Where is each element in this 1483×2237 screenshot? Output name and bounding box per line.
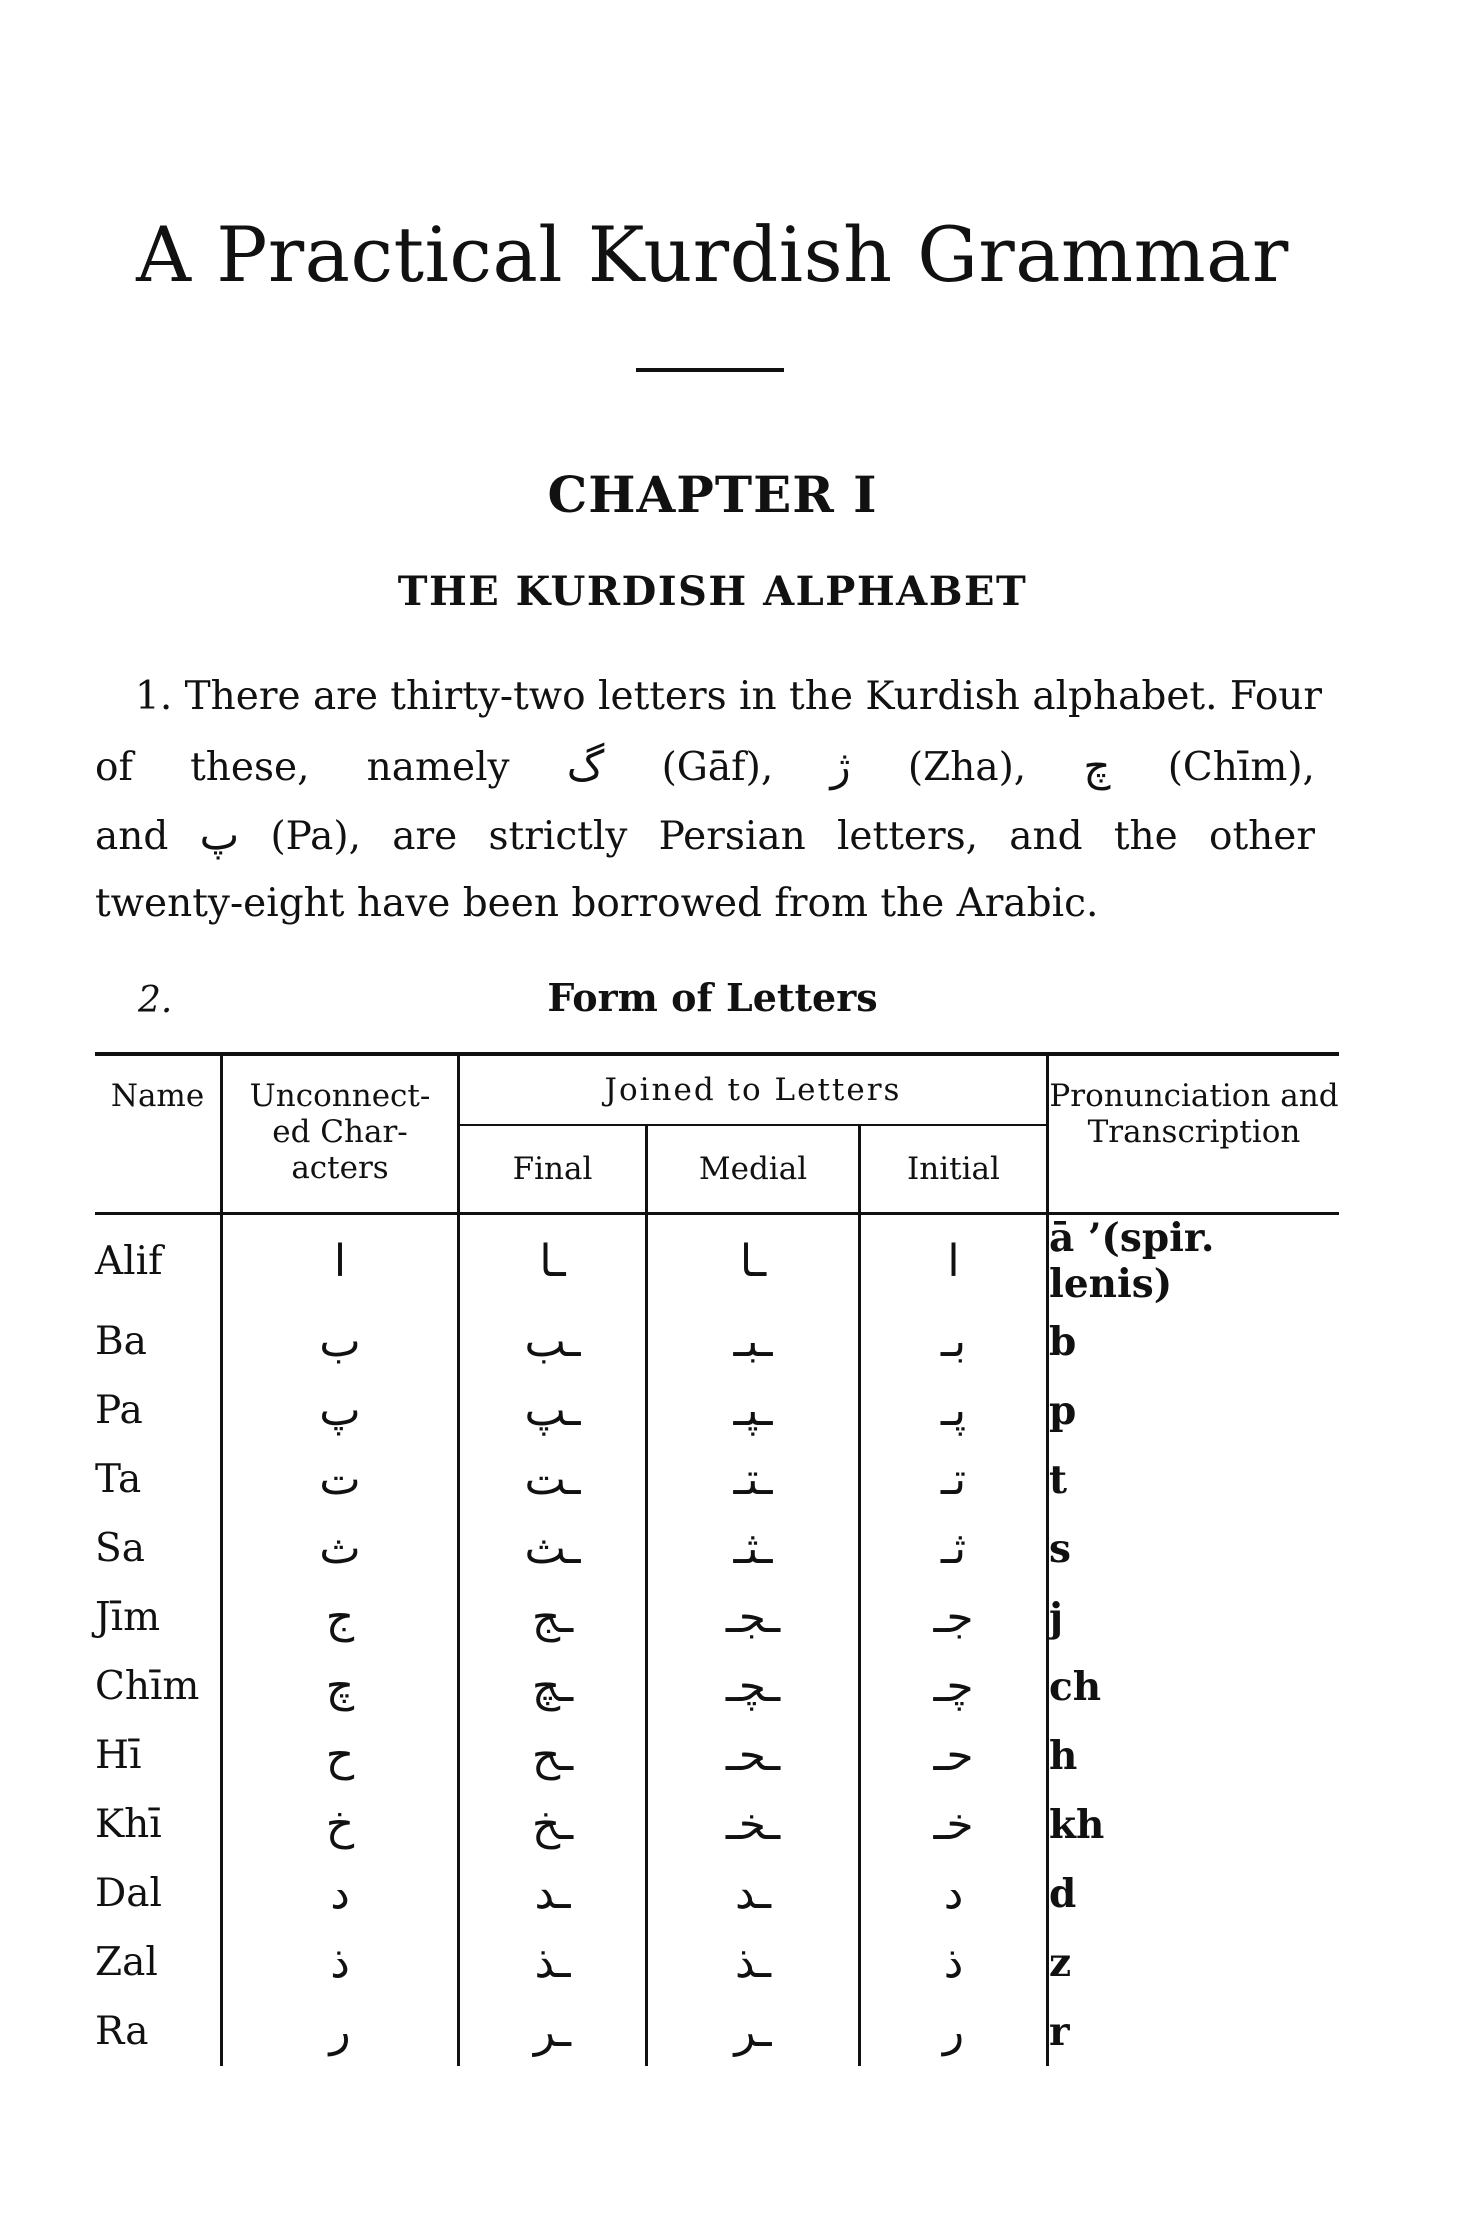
page-title: A Practical Kurdish Grammar — [136, 210, 1289, 299]
letter-name: Hī — [95, 1721, 222, 1790]
letter-name: Jīm — [95, 1583, 222, 1652]
chapter-subtitle: THE KURDISH ALPHABET — [397, 568, 1028, 615]
final-glyph: ـح — [459, 1721, 647, 1790]
intro-line-1: 1. There are thirty-two letters in the Kurdish alphabet. Four — [135, 674, 1323, 719]
initial-glyph: تـ — [860, 1445, 1048, 1514]
intro-line-3-pre: and — [95, 814, 169, 859]
final-glyph: ـت — [459, 1445, 647, 1514]
letter-name: Chīm — [95, 1652, 222, 1721]
transcription: ch — [1049, 1663, 1102, 1710]
intro-line-2-pre: of these, namely — [95, 745, 510, 790]
final-glyph: ـخ — [459, 1790, 647, 1859]
header-final: Final — [459, 1125, 647, 1214]
table-row — [95, 1928, 1339, 1997]
unconnected-glyph: ح — [222, 1721, 459, 1790]
final-glyph: ـپ — [459, 1376, 647, 1445]
letter-name: Ba — [95, 1307, 222, 1376]
intro-paragraph — [95, 662, 1323, 938]
header-medial: Medial — [647, 1125, 860, 1214]
table-row — [95, 1997, 1339, 2066]
alphabet-table — [95, 1052, 1339, 2066]
medial-glyph: ـد — [647, 1859, 860, 1928]
unconnected-glyph: ر — [222, 1997, 459, 2066]
table-row — [95, 1583, 1339, 1652]
initial-glyph: پـ — [860, 1376, 1048, 1445]
intro-line-3-post: (Pa), are strictly Persian letters, and the other — [270, 814, 1315, 859]
unconnected-glyph: پ — [222, 1376, 459, 1445]
unconnected-glyph: د — [222, 1859, 459, 1928]
final-glyph: ـا — [459, 1214, 647, 1308]
chim-letter: چ — [1083, 741, 1111, 790]
medial-glyph: ـحـ — [647, 1721, 860, 1790]
medial-glyph: ـذ — [647, 1928, 860, 1997]
table-row — [95, 1307, 1339, 1376]
unconnected-glyph: ج — [222, 1583, 459, 1652]
letter-name: Khī — [95, 1790, 222, 1859]
medial-glyph: ـر — [647, 1997, 860, 2066]
transcription: b — [1049, 1318, 1077, 1365]
initial-glyph: حـ — [860, 1721, 1048, 1790]
chapter-heading: CHAPTER I — [547, 465, 878, 524]
header-joined: Joined to Letters — [459, 1054, 1048, 1125]
letter-name: Ra — [95, 1997, 222, 2066]
final-glyph: ـب — [459, 1307, 647, 1376]
title-divider — [636, 368, 784, 372]
unconnected-glyph: ب — [222, 1307, 459, 1376]
table-row — [95, 1376, 1339, 1445]
transcription: s — [1049, 1525, 1071, 1572]
medial-glyph: ـبـ — [647, 1307, 860, 1376]
transcription: z — [1049, 1939, 1072, 1986]
initial-glyph: ر — [860, 1997, 1048, 2066]
final-glyph: ـث — [459, 1514, 647, 1583]
intro-line-3 — [95, 800, 1315, 869]
header-name: Name — [95, 1054, 222, 1214]
unconnected-glyph: خ — [222, 1790, 459, 1859]
table-row — [95, 1514, 1339, 1583]
transcription: h — [1049, 1732, 1078, 1779]
final-glyph: ـد — [459, 1859, 647, 1928]
unconnected-glyph: ت — [222, 1445, 459, 1514]
section-number: 2. — [138, 980, 173, 1021]
gaf-letter: گ — [566, 741, 605, 790]
gaf-name: (Gāf), — [661, 745, 774, 790]
transcription: p — [1049, 1387, 1077, 1434]
table-row — [95, 1790, 1339, 1859]
initial-glyph: ا — [860, 1214, 1048, 1308]
final-glyph: ـج — [459, 1583, 647, 1652]
letter-name: Alif — [95, 1214, 222, 1308]
medial-glyph: ـپـ — [647, 1376, 860, 1445]
table-row — [95, 1445, 1339, 1514]
medial-glyph: ـچـ — [647, 1652, 860, 1721]
intro-line-2 — [95, 731, 1315, 800]
medial-glyph: ـخـ — [647, 1790, 860, 1859]
transcription: d — [1049, 1870, 1077, 1917]
medial-glyph: ـا — [647, 1214, 860, 1308]
transcription: kh — [1049, 1801, 1105, 1848]
initial-glyph: بـ — [860, 1307, 1048, 1376]
initial-glyph: د — [860, 1859, 1048, 1928]
table-row — [95, 1721, 1339, 1790]
pa-letter: پ — [199, 810, 240, 859]
final-glyph: ـذ — [459, 1928, 647, 1997]
transcription: t — [1049, 1456, 1068, 1503]
transcription: ā ’(spir. lenis) — [1049, 1215, 1215, 1307]
header-pronunciation: Pronunciation and Transcription — [1048, 1054, 1340, 1214]
unconnected-glyph: ذ — [222, 1928, 459, 1997]
intro-line-4: twenty-eight have been borrowed from the Arabic. — [95, 881, 1099, 926]
transcription: j — [1049, 1594, 1064, 1641]
letter-name: Zal — [95, 1928, 222, 1997]
initial-glyph: خـ — [860, 1790, 1048, 1859]
initial-glyph: ذ — [860, 1928, 1048, 1997]
initial-glyph: ثـ — [860, 1514, 1048, 1583]
final-glyph: ـچ — [459, 1652, 647, 1721]
header-initial: Initial — [860, 1125, 1048, 1214]
section-heading: Form of Letters — [547, 975, 878, 1020]
initial-glyph: جـ — [860, 1583, 1048, 1652]
medial-glyph: ـثـ — [647, 1514, 860, 1583]
medial-glyph: ـجـ — [647, 1583, 860, 1652]
table-row — [95, 1652, 1339, 1721]
final-glyph: ـر — [459, 1997, 647, 2066]
letter-name: Sa — [95, 1514, 222, 1583]
unconnected-glyph: ا — [222, 1214, 459, 1308]
table-row — [95, 1214, 1339, 1308]
header-unconnected: Unconnect-ed Char-acters — [222, 1054, 459, 1214]
zha-name: (Zha), — [907, 745, 1027, 790]
table-row — [95, 1859, 1339, 1928]
unconnected-glyph: ث — [222, 1514, 459, 1583]
initial-glyph: چـ — [860, 1652, 1048, 1721]
zha-letter: ژ — [830, 741, 851, 790]
letter-name: Ta — [95, 1445, 222, 1514]
letter-name: Dal — [95, 1859, 222, 1928]
unconnected-glyph: چ — [222, 1652, 459, 1721]
letter-name: Pa — [95, 1376, 222, 1445]
medial-glyph: ـتـ — [647, 1445, 860, 1514]
transcription: r — [1049, 2008, 1070, 2055]
chim-name: (Chīm), — [1167, 745, 1315, 790]
